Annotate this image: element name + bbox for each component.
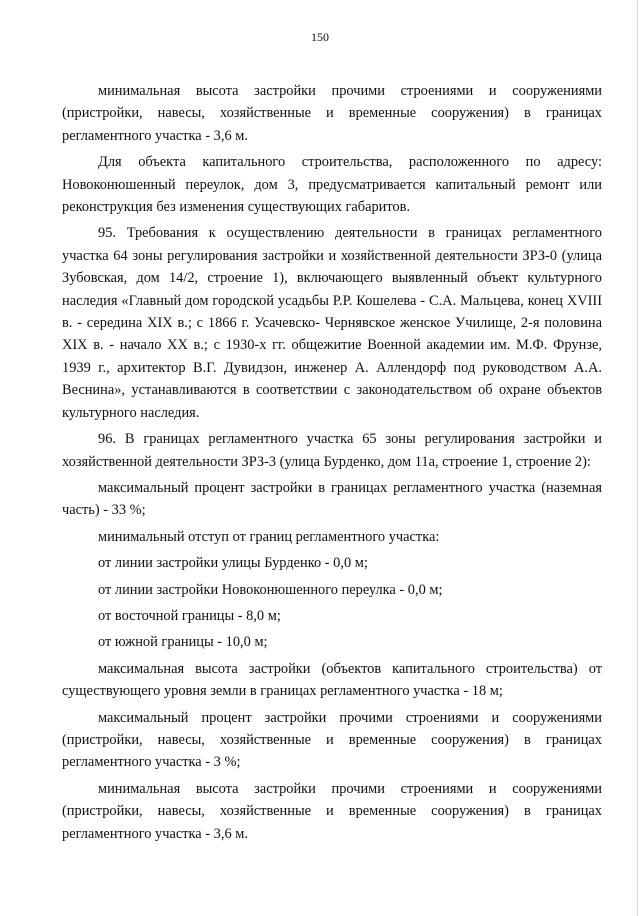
paragraph-setback-novokonyushenny: от линии застройки Новоконюшенного переулка - 0,0 м; (98, 581, 443, 598)
paragraph-min-setback: минимальный отступ от границ регламентного участка: (98, 528, 440, 545)
paragraph-setback-east: от восточной границы - 8,0 м; (98, 607, 281, 624)
paragraph-setback-south: от южной границы - 10,0 м; (98, 634, 268, 651)
paragraph-max-coverage-other-structures: максимальный процент застройки прочими строениями и сооружениями (пристройки, навесы, хозяйственные и временные сооружения) в границах регламентного участка - 3 %; (62, 709, 602, 771)
paragraph-item-95: 95. Требования к осуществлению деятельности в границах регламентного участка 64 зоны регулирования застройки и хозяйственной деятельности ЗРЗ-0 (улица Зубовская, дом 14/2, строение 1), включающего выявленный объект культурного наследия «Главный дом городской усадьбы Р.Р. Кошелева - С.А. Мальцева, конец XVIII в. - середина XIX в.; с 1866 г. Усачевско- Чернявское женское Училище, 2-я половина XIX в. - начало XX в.; с 1930-х гг. общежитие Военной академии им. М.Ф. Фрунзе, 1939 г., архитектор В.Г. Дувидзон, инженер А. Аллендорф под руководством А.А. Веснина», устанавливаются в соответствии с законодательством об охране объектов культурного наследия. (62, 225, 602, 421)
paragraph-min-height-other-structures-64: минимальная высота застройки прочими строениями и сооружениями (пристройки, навесы, хозяйственные и временные сооружения) в границах регламентного участка - 3,6 м. (62, 83, 602, 144)
page-number: 150 (311, 30, 329, 44)
paragraph-max-height: максимальная высота застройки (объектов капитального строительства) от существующего уровня земли в границах регламентного участка - 18 м; (62, 660, 602, 700)
paragraph-min-height-other-structures-65: минимальная высота застройки прочими строениями и сооружениями (пристройки, навесы, хозяйственные и временные сооружения) в границах регламентного участка - 3,6 м. (62, 780, 602, 842)
paragraph-setback-burdenko: от линии застройки улицы Бурденко - 0,0 м; (98, 555, 368, 572)
scan-border (637, 0, 638, 916)
document-body (62, 80, 602, 845)
paragraph-novokonyushenny-3: Для объекта капитального строительства, расположенного по адресу: Новоконюшенный переулок, дом 3, предусматривается капитальный ремонт или реконструкция без изменения существующих габаритов. (62, 154, 602, 216)
paragraph-max-coverage-percent: максимальный процент застройки в границах регламентного участка (наземная часть) - 33 %; (62, 479, 602, 519)
paragraph-item-96: 96. В границах регламентного участка 65 зоны регулирования застройки и хозяйственной деятельности ЗРЗ-3 (улица Бурденко, дом 11а, строение 1, строение 2): (62, 431, 602, 470)
